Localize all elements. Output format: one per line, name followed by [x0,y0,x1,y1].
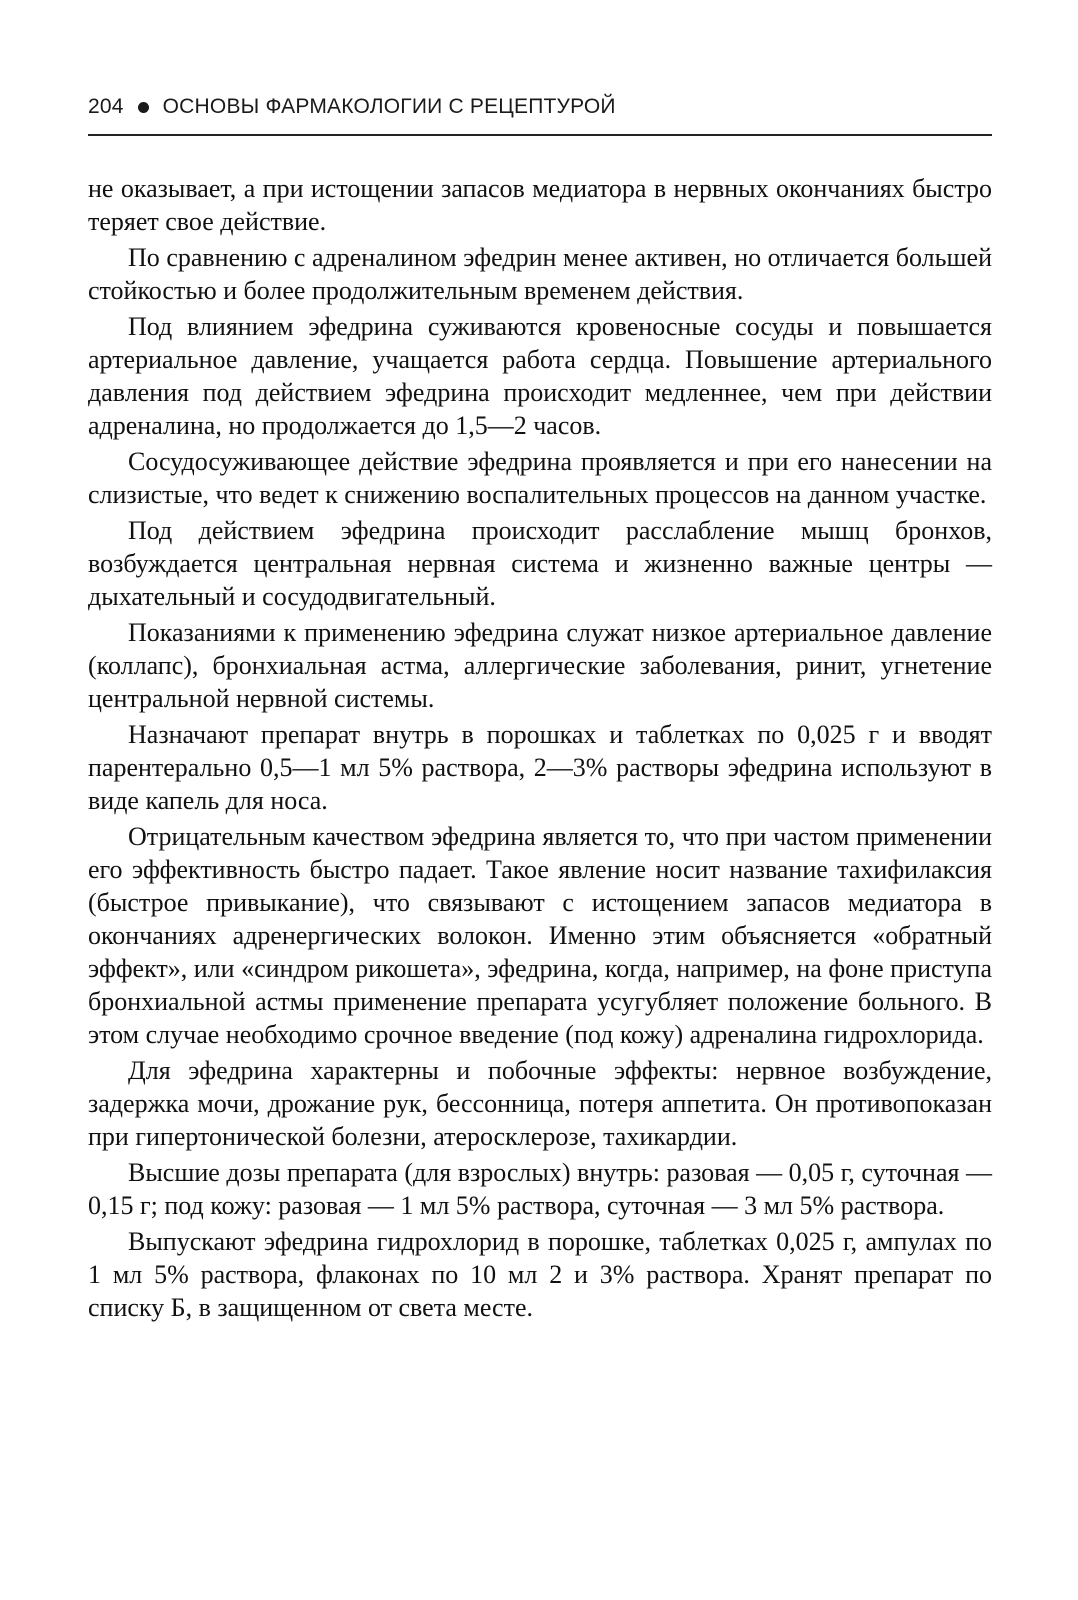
book-page [88,92,992,1327]
paragraph: Показаниями к применению эфедрина служат низкое артериальное давление (коллапс), бронхиальная астма, аллергические заболевания, ринит, угнетение центральной нервной системы. [88,618,992,713]
paragraph: Назначают препарат внутрь в порошках и таблетках по 0,025 г и вводят парентерально 0,5—1 мл 5% раствора, 2—3% растворы эфедрина используют в виде капель для носа. [88,720,992,815]
page-number: 204 [88,95,124,118]
paragraph: Отрицательным качеством эфедрина является то, что при частом применении его эффективность быстро падает. Такое явление носит название тахифилаксия (быстрое привыкание), что связывают с истощением запасов медиатора в окончаниях адренергических волокон. Именно этим объясняется «обратный эффект», или «синдром рикошета», эфедрина, когда, например, на фоне приступа бронхиальной астмы применение препарата усугубляет положение больного. В этом случае необходимо срочное введение (под кожу) адреналина гидрохлорида. [88,822,992,1049]
running-title: ОСНОВЫ ФАРМАКОЛОГИИ С РЕЦЕПТУРОЙ [162,95,616,118]
paragraph: Под влиянием эфедрина суживаются кровеносные сосуды и повышается артериальное давление, учащается работа сердца. Повышение артериального давления под действием эфедрина происходит медленнее, чем при действии адреналина, но продолжается до 1,5—2 часов. [88,312,992,440]
running-header [88,92,992,122]
paragraph: Выпускают эфедрина гидрохлорид в порошке, таблетках 0,025 г, ампулах по 1 мл 5% раствора, флаконах по 10 мл 2 и 3% раствора. Хранят препарат по списку Б, в защищенном от света месте. [88,1227,992,1322]
paragraph: Сосудосуживающее действие эфедрина проявляется и при его нанесении на слизистые, что ведет к снижению воспалительных процессов на данном участке. [88,447,992,509]
paragraph: По сравнению с адреналином эфедрин менее активен, но отличается большей стойкостью и более продолжительным временем действия. [88,243,992,305]
paragraph: не оказывает, а при истощении запасов медиатора в нервных окончаниях быстро теряет свое действие. [88,174,992,236]
header-divider [88,134,992,136]
bullet-icon [138,102,149,113]
paragraph: Высшие дозы препарата (для взрослых) внутрь: разовая — 0,05 г, суточная — 0,15 г; под кожу: разовая — 1 мл 5% раствора, суточная — 3 мл 5% раствора. [88,1158,992,1220]
paragraph: Под действием эфедрина происходит расслабление мышц бронхов, возбуждается центральная нервная система и жизненно важные центры — дыхательный и сосудодвигательный. [88,516,992,611]
paragraph: Для эфедрина характерны и побочные эффекты: нервное возбуждение, задержка мочи, дрожание рук, бессонница, потеря аппетита. Он противопоказан при гипертонической болезни, атеросклерозе, тахикардии. [88,1056,992,1151]
body-text [88,172,992,1324]
